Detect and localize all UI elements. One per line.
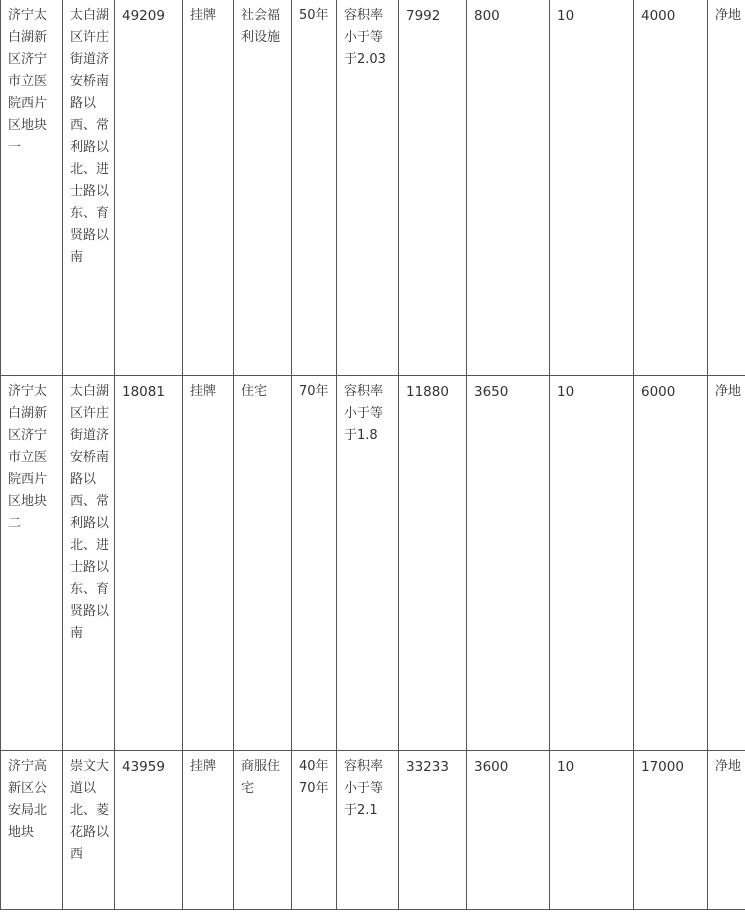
plot-ratio-cell: 容积率小于等于2.03: [337, 0, 399, 376]
parcel-name-cell: 济宁高新区公安局北地块: [1, 751, 63, 910]
value-cell: 4000: [634, 0, 708, 376]
parcel-name-cell: 济宁太白湖新区济宁市立医院西片区地块一: [1, 0, 63, 376]
value-cell: 10: [550, 0, 634, 376]
term-cell: 40年70年: [292, 751, 337, 910]
parcel-name-cell: 济宁太白湖新区济宁市立医院西片区地块二: [1, 376, 63, 751]
value-cell: 6000: [634, 376, 708, 751]
parcel-location-cell: 太白湖区许庄街道济安桥南路以西、常利路以北、进士路以东、育贤路以南: [63, 0, 115, 376]
value-cell: 10: [550, 751, 634, 910]
value-cell: 11880: [399, 376, 467, 751]
value-cell: 3650: [467, 376, 550, 751]
parcel-area-cell: 49209: [115, 0, 183, 376]
term-cell: 70年: [292, 376, 337, 751]
table-row: [1, 751, 745, 910]
transfer-method-cell: 挂牌: [183, 751, 234, 910]
table-row: [1, 0, 745, 376]
term-cell: 50年: [292, 0, 337, 376]
transfer-method-cell: 挂牌: [183, 0, 234, 376]
value-cell: 10: [550, 376, 634, 751]
land-condition-cell: 净地: [708, 751, 745, 910]
value-cell: 3600: [467, 751, 550, 910]
land-use-cell: 商服住宅: [234, 751, 292, 910]
plot-ratio-cell: 容积率小于等于1.8: [337, 376, 399, 751]
value-cell: 7992: [399, 0, 467, 376]
parcel-location-cell: 太白湖区许庄街道济安桥南路以西、常利路以北、进士路以东、育贤路以南: [63, 376, 115, 751]
table-row: [1, 376, 745, 751]
land-condition-cell: 净地: [708, 376, 745, 751]
value-cell: 800: [467, 0, 550, 376]
parcel-area-cell: 43959: [115, 751, 183, 910]
value-cell: 33233: [399, 751, 467, 910]
land-condition-cell: 净地: [708, 0, 745, 376]
plot-ratio-cell: 容积率小于等于2.1: [337, 751, 399, 910]
land-use-cell: 住宅: [234, 376, 292, 751]
transfer-method-cell: 挂牌: [183, 376, 234, 751]
value-cell: 17000: [634, 751, 708, 910]
parcel-location-cell: 崇文大道以北、菱花路以西: [63, 751, 115, 910]
parcel-area-cell: 18081: [115, 376, 183, 751]
land-use-cell: 社会福利设施: [234, 0, 292, 376]
